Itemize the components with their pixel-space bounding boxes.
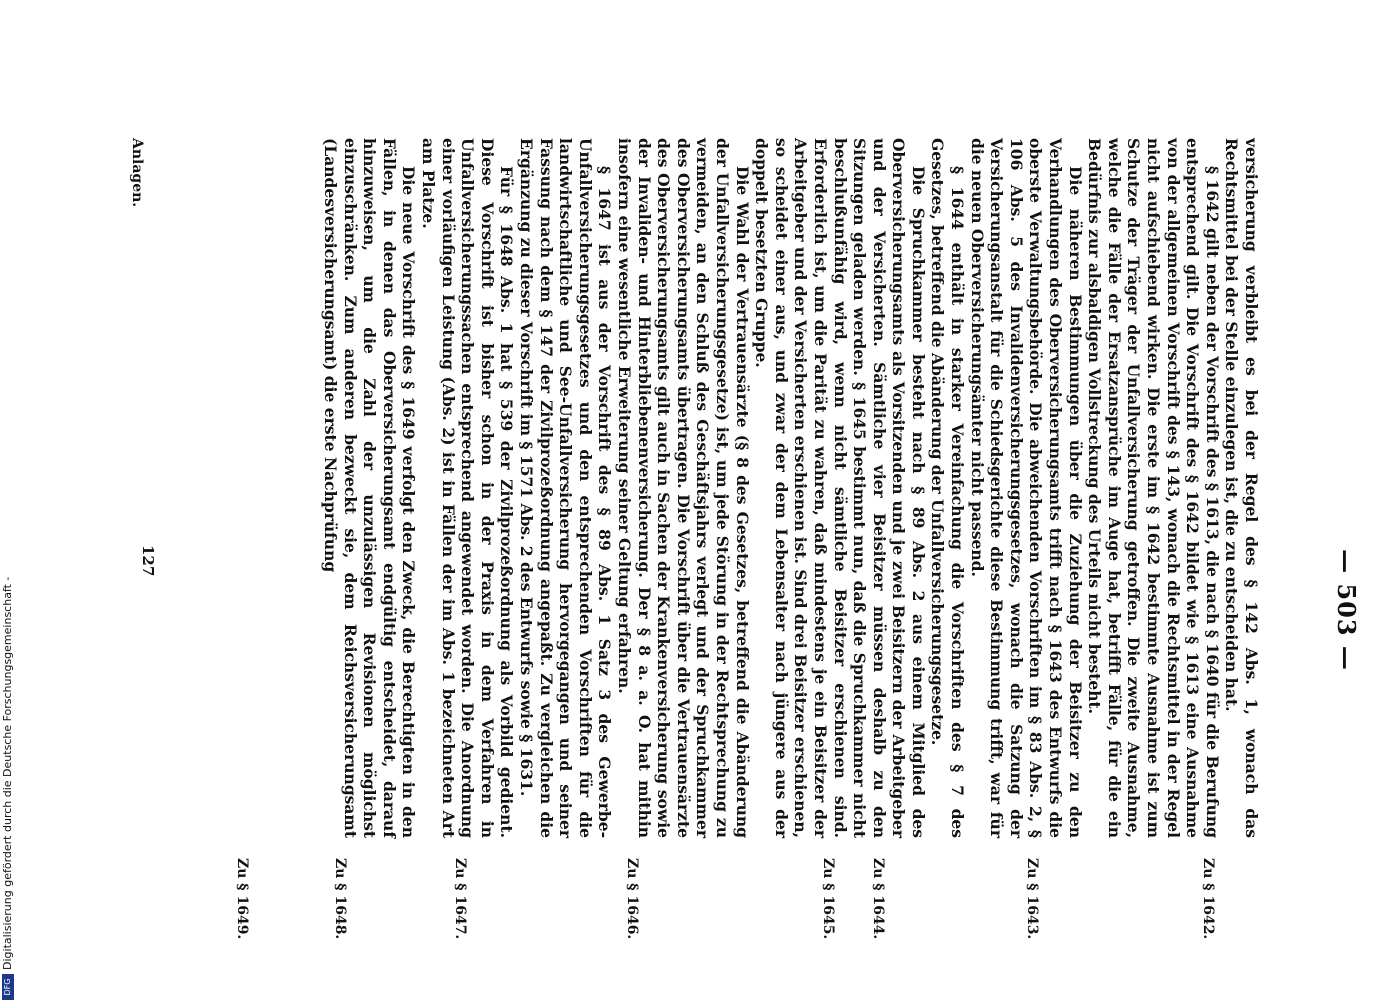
paragraph: § 1644 enthält in starker Vereinfachung die Vorschriften des § 7 des Gesetzes, betreffend die Abänderung der Unfallversicherungsgesetze. xyxy=(928,138,968,838)
margin-note: Zu § 1649. xyxy=(234,858,250,940)
paragraph: Die Spruchkammer besteht nach § 89 Abs. 2 aus einem Mitglied des Oberversicherungsamts als Vorsitzenden und je zwei Beisitzern der Arbeitgeber und der Versicherten. Sämtliche vier Beisitzer müssen deshalb zu den Sitzungen geladen werden. § 1645 bestimmt nun, daß die Spruchkammer nicht beschlußunfähig wird, wenn nicht sämtliche Beisitzer erschienen sind. Erforderlich ist, um die Parität zu wahren, daß mindestens je ein Beisitzer der Arbeitgeber und der Versicherten erschienen ist. Sind drei Beisitzer erschienen, so scheidet einer aus, und zwar der dem Lebensalter nach jüngere aus der doppelt besetzten Gruppe. xyxy=(752,138,928,838)
digitization-credit xyxy=(2,0,16,1000)
footer-label: Anlagen. xyxy=(129,138,145,208)
margin-note: Zu § 1643. xyxy=(1024,858,1040,940)
credit-text: Digitalisierung gefördert durch die Deutsche Forschungsgemeinschaft - xyxy=(1,576,14,970)
margin-note: Zu § 1645. xyxy=(820,858,836,940)
margin-note: Zu § 1648. xyxy=(332,858,348,940)
paragraph: Die Wahl der Vertrauensärzte (§ 8 des Gesetzes, betreffend die Abänderung der Unfallversicherungsgesetze) ist, um jede Störung in der Rechtsprechung zu vermeiden, an den Schluß des Geschäftsjahrs verlegt und der Spruchkammer des Oberversicherungsamts übertragen. Die Vorschrift über die Vertrauensärzte des Oberversicherungsamts gilt auch in Sachen der Krankenversicherung sowie der Invaliden- und Hinterbliebenenversicherung. Der § 8 a. a. O. hat mithin insofern eine wesentliche Erweiterung seiner Geltung erfahren. xyxy=(615,138,752,838)
margin-note: Zu § 1642. xyxy=(1200,858,1216,940)
paragraph: Die näheren Bestimmungen über die Zuziehung der Beisitzer zu den Verhandlungen des Oberversicherungsamts trifft nach § 1643 des Entwurfs die oberste Verwaltungsbehörde. Die abweichenden Vorschriften im § 83 Abs. 2, § 106 Abs. 5 des Invalidenversicherungsgesetzes, wonach die Satzung der Versicherungsanstalt für die Schiedsgerichte diese Bestimmung trifft, war für die neuen Oberversicherungsämter nicht passend. xyxy=(967,138,1085,838)
margin-note: Zu § 1647. xyxy=(452,858,468,940)
paragraph: § 1642 gilt neben der Vorschrift des § 1613, die nach § 1640 für die Berufung entsprechend gilt. Die Vorschrift des § 1642 bildet wie § 1613 eine Ausnahme von der allgemeinen Vorschrift des § 143, wonach die Rechtsmittel in der Regel nicht aufschiebend wirken. Die erste im § 1642 bestimmte Ausnahme ist zum Schutze der Träger der Unfallversicherung getroffen. Die zweite Ausnahme, welche die Fälle der Ersatzansprüche im Auge hat, betrifft Fälle, für die ein Bedürfnis zur alsbaldigen Vollstreckung des Urteils nicht besteht. xyxy=(1085,138,1222,838)
paragraph: § 1647 ist aus der Vorschrift des § 89 Abs. 1 Satz 3 des Gewerbe-Unfallversicherungsgesetzes und den entsprechenden Vorschriften für die landwirtschaftliche und See-Unfallversicherung hervorgegangen und seiner Fassung nach dem § 147 der Zivilprozeßordnung angepaßt. Zu vergleichen die Ergänzung zu dieser Vorschrift im § 1571 Abs. 2 des Entwurfs sowie § 1631. xyxy=(517,138,615,838)
paragraph: Die neue Vorschrift des § 1649 verfolgt den Zweck, die Berechtigten in den Fällen, in denen das Oberversicherungsamt endgültig entscheidet, darauf hinzuweisen, um die Zahl der unzulässigen Revisionen möglichst einzuschränken. Zum anderen bezweckt sie, dem Reichsversicherungsamt (Landesversicherungsamt) die erste Nachprüfung xyxy=(321,138,419,838)
margin-note: Zu § 1646. xyxy=(624,858,640,940)
margin-note: Zu § 1644. xyxy=(870,858,886,940)
dfg-logo: DFG xyxy=(2,974,14,1000)
document-body xyxy=(321,138,1262,838)
paragraph: versicherung verbleibt es bei der Regel des § 142 Abs. 1, wonach das Rechtsmittel bei der Stelle einzulegen ist, die zu entscheiden hat. xyxy=(1222,138,1261,838)
page-number: — 503 — xyxy=(1332,549,1361,671)
paragraph: Für § 1648 Abs. 1 hat § 539 der Zivilprozeßordnung als Vorbild gedient. Diese Vorschrift ist bisher schon in der Praxis in dem Verfahren in Unfallversicherungssachen entsprechend angewendet worden. Die Anordnung einer vorläufigen Leistung (Abs. 2) ist in Fällen der im Abs. 1 bezeichneten Art am Platze. xyxy=(419,138,517,838)
signature-mark: 127 xyxy=(139,545,157,577)
